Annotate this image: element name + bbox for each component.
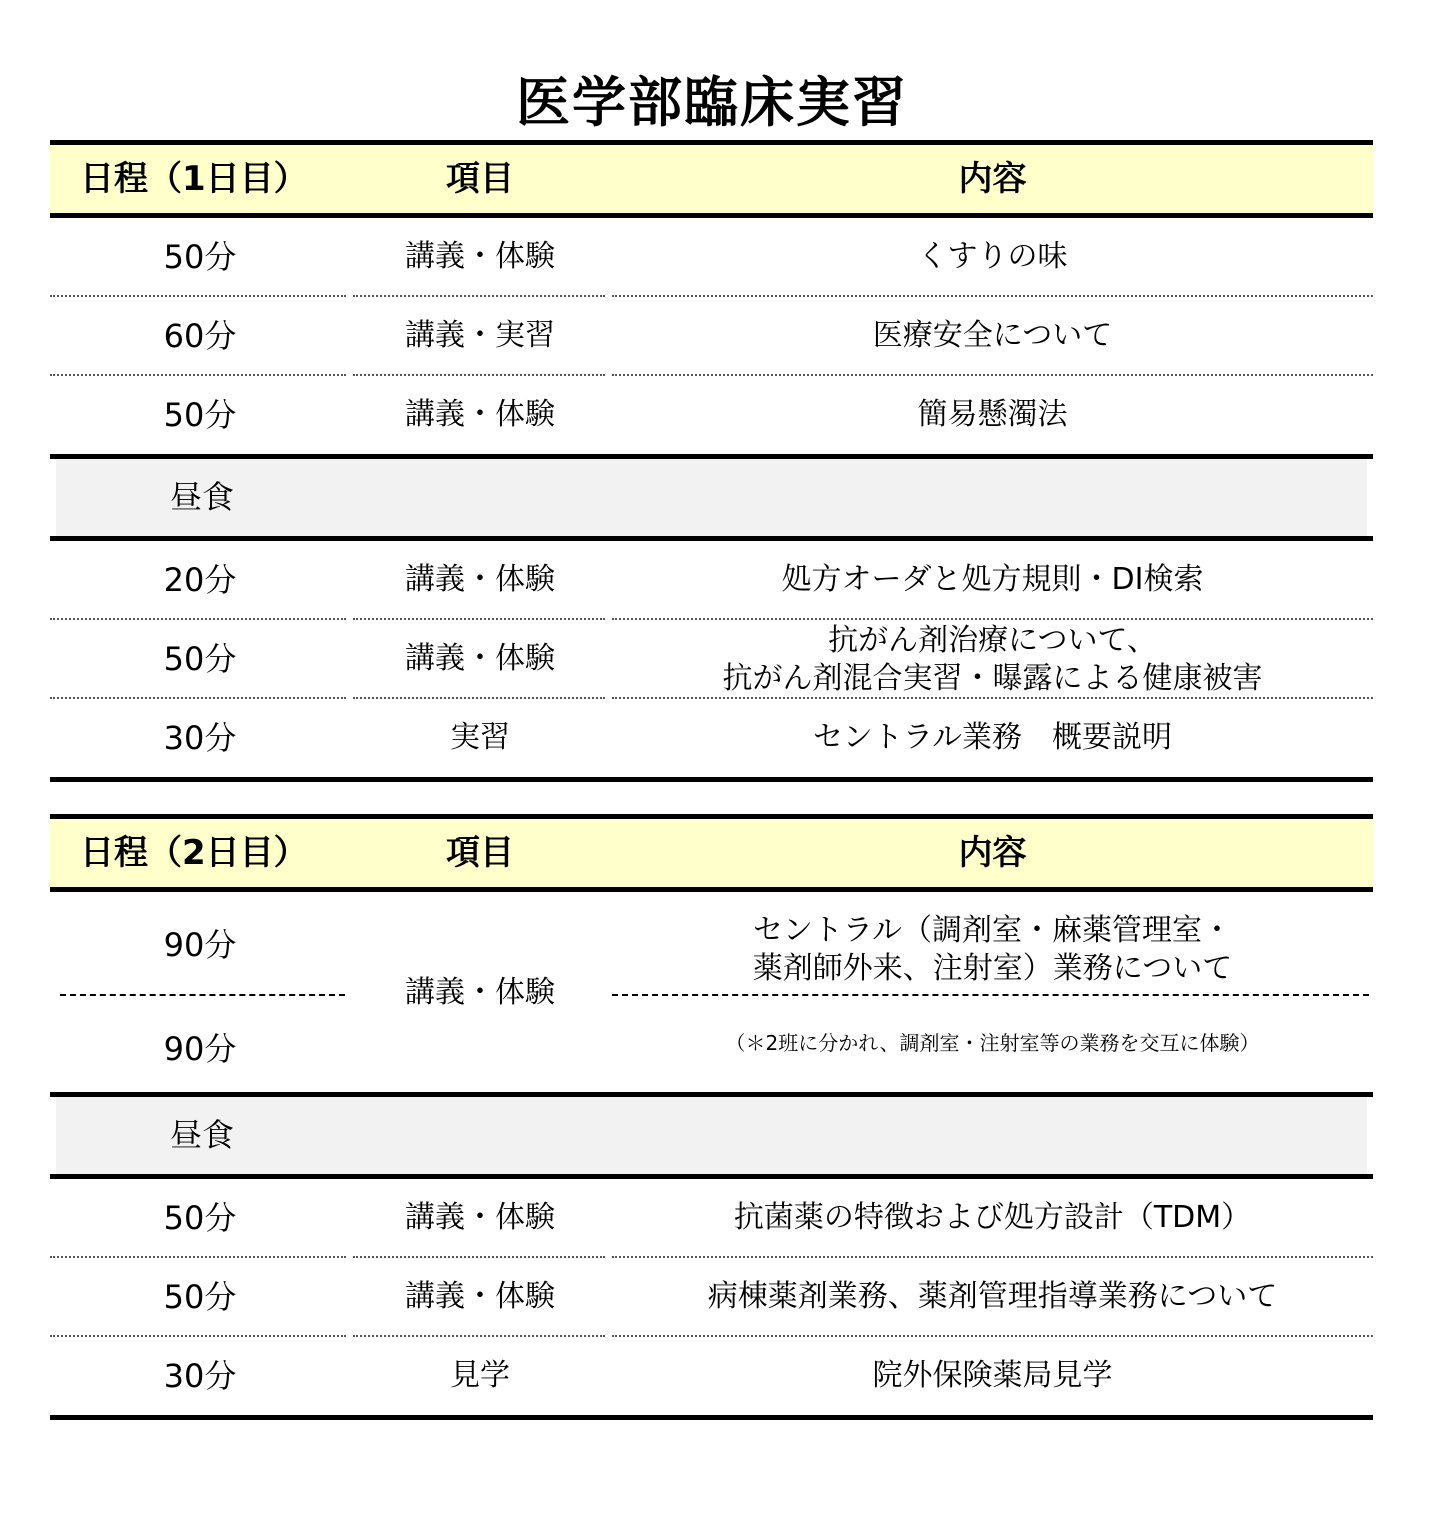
content-cell [612,912,1373,988]
lunch-row [56,459,1367,536]
content-line-1: 抗がん剤治療について、 [828,623,1157,658]
type-cell: 講義・体験 [405,562,555,597]
lunch-label: 昼食 [170,1116,235,1154]
time-cell: 90分 [163,926,237,964]
table-row [50,297,1373,376]
type-cell: 講義・体験 [405,975,555,1010]
day1-schedule-table [50,140,1373,782]
type-cell: 講義・体験 [405,1200,555,1235]
table-row [50,1337,1373,1415]
dashed-divider [60,994,345,996]
content-cell: 抗菌薬の特徴および処方設計（TDM） [733,1200,1252,1235]
table-row [50,1179,1373,1258]
lunch-label: 昼食 [170,478,235,516]
header-item: 項目 [446,159,514,199]
note-text: （＊2班に分かれ、調剤室・注射室等の業務を交互に体験） [725,1031,1260,1055]
type-cell: 講義・体験 [405,641,555,676]
content-cell: 簡易懸濁法 [917,397,1068,432]
header-schedule: 日程（2日目） [80,833,308,873]
table-row [50,541,1373,620]
dashed-divider [612,994,1369,996]
merged-central-row [50,892,1373,1092]
content-cell [612,620,1373,700]
content-cell: 処方オーダと処方規則・DI検索 [781,562,1204,597]
type-cell: 講義・体験 [405,1279,555,1314]
content-line-2: 薬剤師外来、注射室）業務について [752,951,1233,986]
content-line-2: 抗がん剤混合実習・曝露による健康被害 [722,661,1263,696]
time-cell: 20分 [163,561,237,599]
lunch-row [56,1097,1367,1174]
type-cell: 見学 [450,1358,510,1393]
time-cell: 50分 [163,640,237,678]
header-content: 内容 [958,833,1027,873]
header-item: 項目 [446,833,514,873]
time-cell: 60分 [163,317,237,355]
table-bottom-border [50,777,1373,782]
type-cell: 講義・体験 [405,397,555,432]
table-row [50,1258,1373,1337]
content-cell: くすりの味 [917,239,1068,274]
header-schedule: 日程（1日目） [80,159,308,199]
time-cell: 50分 [163,238,237,276]
header-content: 内容 [958,159,1027,199]
table-bottom-border [50,1415,1373,1420]
type-cell: 講義・体験 [405,239,555,274]
time-cell: 30分 [163,1357,237,1395]
table-row [50,376,1373,454]
content-cell: 医療安全について [872,318,1113,353]
table-row [50,699,1373,777]
day2-schedule-table [50,814,1373,1420]
day2-header-row [50,814,1373,892]
time-cell: 90分 [163,1030,237,1068]
time-cell: 50分 [163,396,237,434]
day1-header-row [50,140,1373,218]
type-cell: 講義・実習 [405,318,555,353]
content-cell: セントラル業務 概要説明 [812,720,1173,755]
time-cell: 50分 [163,1199,237,1237]
time-cell: 50分 [163,1278,237,1316]
content-line-1: セントラル（調剤室・麻薬管理室・ [752,913,1233,948]
type-cell: 実習 [450,720,510,755]
time-cell: 30分 [163,719,237,757]
page-title: 医学部臨床実習 [516,71,908,134]
table-row [50,218,1373,297]
content-cell: 病棟薬剤業務、薬剤管理指導業務について [707,1279,1278,1314]
content-cell: 院外保険薬局見学 [872,1358,1113,1393]
table-row [50,620,1373,699]
